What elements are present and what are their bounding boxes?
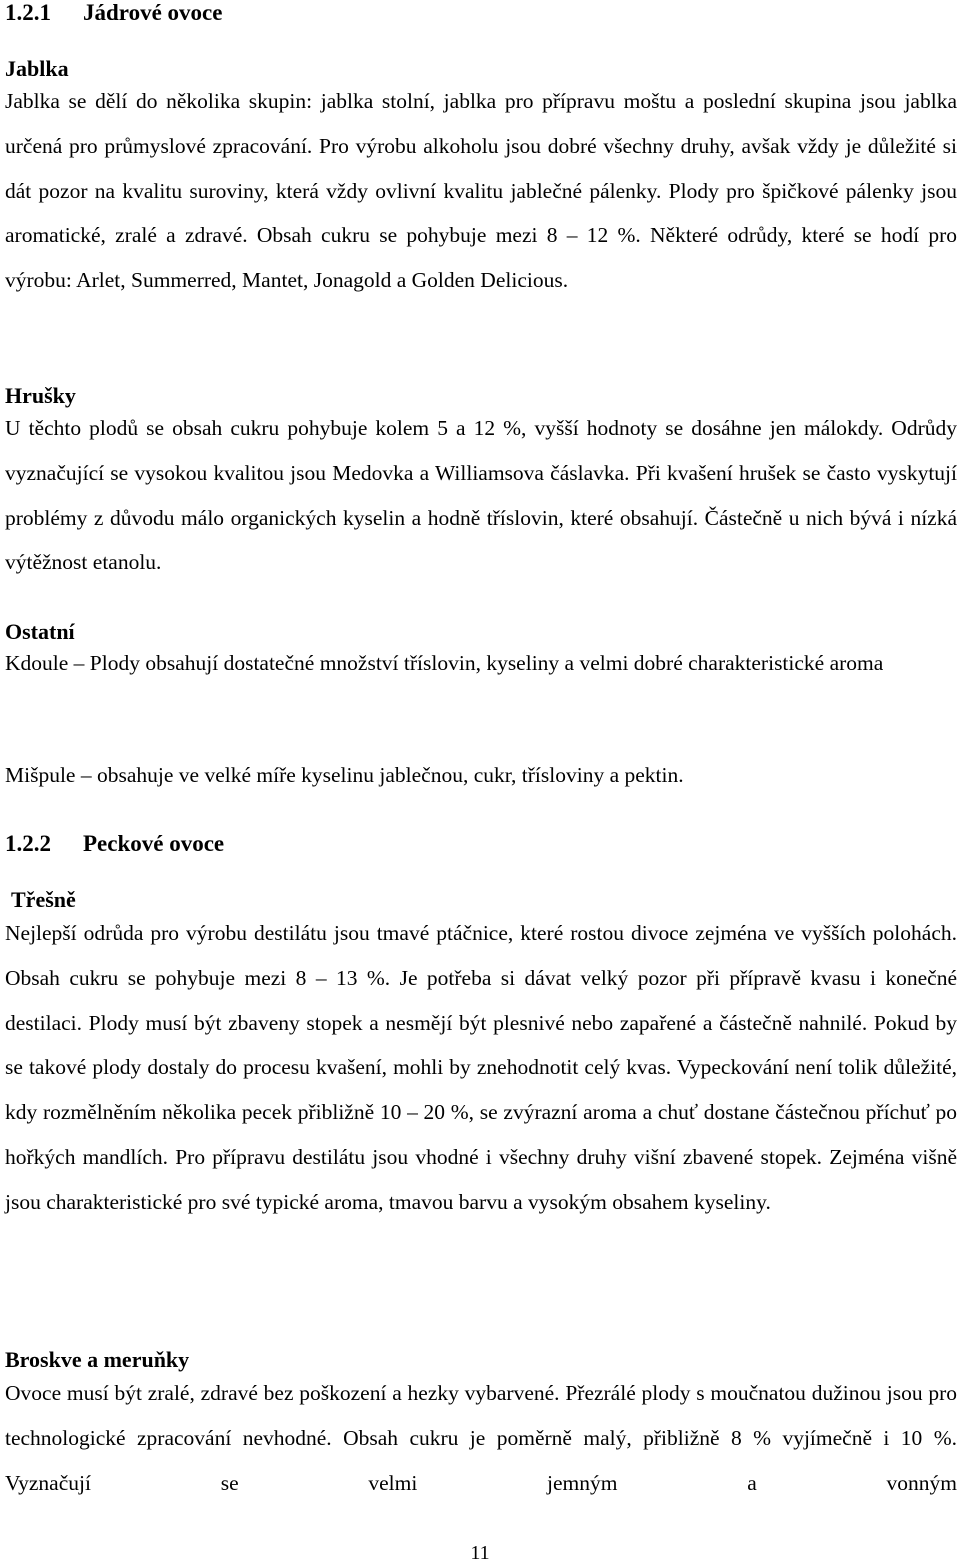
- section-number: 1.2.2: [5, 831, 51, 856]
- heading-hrusky: Hrušky: [5, 383, 76, 408]
- heading-broskve: Broskve a meruňky: [5, 1347, 190, 1372]
- section-heading-peckove: [5, 831, 224, 857]
- section-heading-jadrove: [5, 0, 222, 26]
- paragraph-kdoule: Kdoule – Plody obsahují dostatečné množství tříslovin, kyseliny a velmi dobré charakteristické aroma: [5, 651, 884, 675]
- heading-ostatni: Ostatní: [5, 619, 75, 644]
- paragraph-tresne: Nejlepší odrůda pro výrobu destilátu jsou tmavé ptáčnice, které rostou divoce zejména ve vyšších polohách. Obsah cukru se pohybuje mezi 8 – 13 %. Je potřeba si dávat velký pozor při přípravě kvasu i konečné destilaci. Plody musí být zbaveny stopek a nesmějí být plesnivé nebo zapařené a částečně nahnilé. Pokud by se takové plody dostaly do procesu kvašení, mohli by znehodnotit celý kvas. Vypeckování není tolik důležité, kdy rozmělněním několika pecek přibližně 10 – 20 %, se zvýrazní aroma a chuť dostane částečnou příchuť po hořkých mandlích. Pro přípravu destilátu jsou vhodné i všechny druhy višní zbavené stopek. Zejména višně jsou charakteristické pro své typické aroma, tmavou barvu a vysokým obsahem kyseliny.: [5, 921, 957, 1214]
- paragraph-mispule: Mišpule – obsahuje ve velké míře kyselinu jablečnou, cukr, třísloviny a pektin.: [5, 763, 684, 787]
- paragraph-broskve: Ovoce musí být zralé, zdravé bez poškození a hezky vybarvené. Přezrálé plody s moučnatou dužinou jsou pro technologické zpracování nevhodné. Obsah cukru je poměrně malý, přibližně 8 % vyjímečně i 10 %. Vyznačují se velmi jemným a vonným: [5, 1381, 957, 1495]
- paragraph-jablka: Jablka se dělí do několika skupin: jablka stolní, jablka pro přípravu moštu a poslední skupina jsou jablka určená pro průmyslové zpracování. Pro výrobu alkoholu jsou dobré všechny druhy, avšak vždy je důležité si dát pozor na kvalitu suroviny, která vždy ovlivní kvalitu jablečné pálenky. Plody pro špičkové pálenky jsou aromatické, zralé a zdravé. Obsah cukru se pohybuje mezi 8 – 12 %. Některé odrůdy, které se hodí pro výrobu: Arlet, Summerred, Mantet, Jonagold a Golden Delicious.: [5, 89, 957, 293]
- heading-tresne: Třešně: [11, 887, 76, 912]
- section-title: Peckové ovoce: [83, 831, 225, 856]
- section-number: 1.2.1: [5, 0, 51, 25]
- paragraph-hrusky: U těchto plodů se obsah cukru pohybuje kolem 5 a 12 %, vyšší hodnoty se dosáhne jen málokdy. Odrůdy vyznačující se vysokou kvalitou jsou Medovka a Williamsova čáslavka. Při kvašení hrušek se často vyskytují problémy z důvodu málo organických kyselin a hodně tříslovin, které obsahují. Částečně u nich bývá i nízká výtěžnost etanolu.: [5, 416, 957, 575]
- heading-jablka: Jablka: [5, 56, 69, 81]
- section-title: Jádrové ovoce: [83, 0, 223, 25]
- page-number: 11: [470, 1542, 490, 1564]
